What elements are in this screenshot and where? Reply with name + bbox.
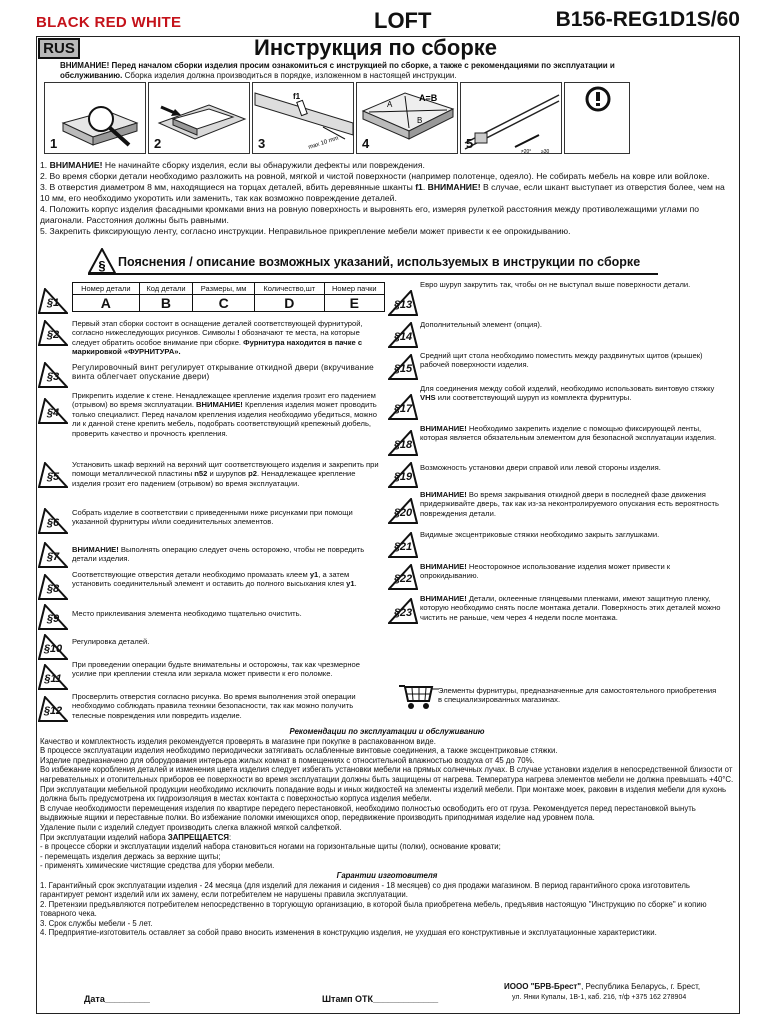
note-7 [72, 545, 386, 564]
symbol-17-label: §17 [393, 403, 413, 415]
symbol-11 [38, 664, 68, 690]
note-20-warn: ВНИМАНИЕ! [420, 490, 467, 499]
legend-letter-cell: C [193, 295, 255, 312]
symbol-7-label: §7 [46, 551, 60, 563]
note-10: Регулировка деталей. [72, 637, 150, 646]
symbol-12 [38, 696, 68, 722]
note-15: Средний щит стола необходимо поместить между раздвинутых щитов (крышек) рабочей поверхности изделия. [420, 351, 703, 370]
manufacturer-address: ул. Янки Купалы, 1В-1, каб. 216, т/ф +375 162 278904 [512, 994, 687, 1001]
symbol-22-label: §22 [393, 573, 413, 585]
symbol-2-label: §2 [46, 329, 60, 341]
note-5-text-a: Установить шкаф верхний на верхний щит соответствующего изделия и закрепить при помощи металлической пластины [72, 460, 379, 479]
intro-warn-label: ВНИМАНИЕ! [60, 61, 110, 70]
care-paragraph: При эксплуатации мебельной продукции необходимо исключить попадание воды и иных жидкостей на элементы изделий мебели. При монтаже моек, раковин в изделия мебели для кухонь должна быть предусмотрена их гидроизоляция в местах контакта с поверхностью корпуса изделия мебели. [40, 784, 727, 804]
intro-line1: Перед началом сборки изделия просим ознакомиться с инструкцией по сборке, а также с рекомендациями по эксплуатации и [109, 61, 615, 70]
note-2-text-a: Первый этап сборки состоит в оснащение деталей соответствующей фурнитурой, согласно нижеследующих рисунков. Символы [72, 319, 363, 338]
note-4-text-a: Прикрепить изделие к стене. Ненадлежащее крепление изделия грозит его падением (отрывом) во время эксплуатации. [72, 391, 376, 410]
care-and-warranty [40, 727, 734, 938]
symbol-10 [38, 634, 68, 660]
note-5-n52: n52 [194, 469, 208, 479]
step-2-panel [148, 82, 250, 154]
rule-2: 2. Во время сборки детали необходимо разложить на ровной, мягкой и чистой поверхности (например полотенце, одеяло). Не собирать мебель на ковре или войлоке. [40, 171, 710, 181]
warning-sign-panel [564, 82, 630, 154]
note-18-warn: ВНИМАНИЕ! [420, 424, 467, 433]
diag-b-label: B [417, 116, 423, 125]
care-list-item: - в процессе сборки и эксплуатации изделий набора становиться ногами на горизонтальные щиты (полки), основание кровати; [40, 842, 501, 852]
legend-letter-cell: D [255, 295, 325, 312]
brand-logo: BLACK RED WHITE [36, 14, 182, 31]
step-5-panel [460, 82, 562, 154]
symbol-23 [388, 598, 418, 624]
paragraph-sign-icon [88, 248, 116, 274]
symbol-13 [388, 290, 418, 316]
note-5-p2: p2 [248, 469, 257, 479]
note-4-text-b: Крепления изделия может проводить только специалист. Перед началом крепления изделия необходимо убедиться, можно ли к данной стене крепить мебель, подобрать соответствующий крепежный дюбель, проверить качество и прочность крепления. [72, 400, 377, 438]
explanations-divider [88, 273, 658, 275]
note-17-vhs: VHS [420, 393, 436, 403]
legend-header-cell: Код детали [139, 283, 193, 295]
care-prohibited-word: ЗАПРЕЩАЕТСЯ [167, 832, 230, 842]
symbol-18-label: §18 [393, 439, 413, 451]
rule-3-text-b: В случае, если шкант выступает из отверстия более, чем на 10 мм, его необходимо укоротить или заменить, так как возможно повреждение деталей. [40, 182, 725, 203]
symbol-6-label: §6 [46, 517, 60, 529]
step-4-panel [356, 82, 458, 154]
care-paragraph: В случае необходимости перемещения изделия по квартире передего перестановкой, необходимо полностью освободить его от груза. Рекомендуется перед перестановкой вынуть выдвижные ящики и переставные полки. Во избежание поломки имеющихся опор, передвижение производить приподнимая изделие над уровнем пола. [40, 803, 696, 823]
note-23 [420, 594, 730, 622]
qc-stamp-field: Штамп ОТК_____________ [322, 994, 439, 1004]
symbol-18 [388, 430, 418, 456]
symbol-21-label: §21 [393, 541, 413, 553]
note-2-text-c: Фурнитура находится в пачке с маркировкой «ФУРНИТУРА». [72, 337, 363, 357]
note-5-text-c: . Ненадлежащее крепление изделия грозит его падением (отрывом) во время эксплуатации. [72, 469, 356, 488]
symbol-12-label: §12 [43, 705, 63, 717]
exclamation-icon [565, 83, 631, 155]
step-3-number: 3 [258, 136, 266, 151]
symbol-6 [38, 508, 68, 534]
parts-legend-table [72, 282, 385, 312]
symbol-5 [38, 462, 68, 488]
rule-3 [40, 182, 732, 204]
manufacturer-name: ИООО "БРВ-Брест" [504, 982, 582, 991]
note-4-warn: ВНИМАНИЕ! [196, 400, 243, 410]
care-prohibited-colon: : [229, 832, 232, 842]
warranty-item: 4. Предприятие-изготовитель оставляет за собой право вносить изменения в конструкцию изделия, не ухудшая его конструктивные и эксплуатационные характеристики. [40, 928, 657, 938]
warranty-item: 1. Гарантийный срок эксплуатации изделия - 24 месяца (для изделий для лежания и сидения - 18 месяцев) со дня продажи магазином. В период гарантийного срока изготовитель гарантирует ремонт изделий или их замену, если потребителем не нарушены правила эксплуатации. [40, 880, 690, 900]
symbol-11-label: §11 [44, 673, 62, 685]
note-8-y1-b: у1 [346, 579, 355, 589]
note-8-text-a: Соответствующие отверстия детали необходимо промазать клеем [72, 570, 310, 579]
symbol-17 [388, 394, 418, 420]
note-23-warn: ВНИМАНИЕ! [420, 594, 467, 603]
step-1-number: 1 [50, 136, 58, 151]
legend-header-cell: Количество,шт [255, 283, 325, 295]
explanations-title: Пояснения / описание возможных указаний, используемых в инструкции по сборке [118, 255, 641, 269]
legend-header-cell: Номер пачки [324, 283, 384, 295]
step-5-number: 5 [466, 136, 474, 151]
care-paragraph: Удаление пыли с изделий следует производить слегка влажной мягкой салфеткой. [40, 822, 342, 832]
assembly-steps-strip [44, 82, 732, 154]
symbol-9 [38, 604, 68, 630]
manufacturer-country: , Республика Беларусь, г. Брест, [581, 982, 701, 991]
symbol-15-label: §15 [393, 363, 413, 375]
paragraph-glyph: § [98, 258, 106, 273]
note-23-text: Детали, оклеенные глянцевыми пленками, имеют защитную пленку, которую необходимо снять после монтажа детали. Поверхность этих деталей можно чистить не раньше, чем через 4 недели после монтажа. [420, 594, 721, 622]
symbol-10-label: §10 [43, 643, 63, 655]
warranty-title: Гарантии изготовителя [336, 870, 438, 880]
care-list-item: - перемещать изделия держась за верхние щиты; [40, 851, 221, 861]
diagonal-measure-illustration [357, 83, 459, 155]
intro-warning [60, 61, 700, 81]
model-code: B156-REG1D1S/60 [555, 8, 740, 31]
fixing-tape-illustration [461, 83, 563, 155]
legend-letter-cell: B [139, 295, 193, 312]
note-2-icon: ! [237, 328, 240, 338]
symbol-19 [388, 462, 418, 488]
note-17-text-b: или соответствующий шуруп из комплекта фурнитуры. [435, 393, 632, 403]
symbol-2 [38, 320, 68, 346]
care-paragraph: Во избежание коробления деталей и изменения цвета изделия следует избегать установки мебели на прямых солнечных лучах. В случае установки изделия в непосредственной близости от нагревательных и отопительных приборов ее поверхности во время эксплуатации должны быть защищены от нагрева. Температура нагрева элементов мебели не должна превышать +40°С. [40, 765, 734, 784]
legend-letter-cell: A [73, 295, 140, 312]
document-header [36, 8, 740, 36]
care-title: Рекомендации по эксплуатации и обслуживанию [289, 727, 485, 736]
note-2 [72, 319, 388, 357]
care-prohibited-text: При эксплуатации изделий набора [40, 832, 168, 842]
note-5-text-b: и шурупов [207, 469, 249, 479]
warranty-item: 2. Претензии предъявляются потребителем непосредственно в торгующую организацию, в которой была приобретена мебель, предъявив настоящую "Инструкцию по сборке" и копию товарного чека. [40, 899, 707, 919]
symbol-1 [38, 288, 68, 314]
note-5 [72, 460, 386, 488]
note-8-text-b: , а затем установить соединительный элемент и оставить до полного высыхания клея [72, 570, 350, 589]
symbol-1-label: §1 [46, 297, 60, 309]
note-11: При проведении операции будьте внимательны и осторожны, так как чрезмерное усилие при креплении стекла или зеркала может привести к его поломке. [72, 660, 361, 679]
intro-line2b: Сборка изделия должна производиться в порядке, изложенном в настоящей инструкции. [122, 71, 457, 80]
rule-5: 5. Закрепить фиксирующую ленту, согласно инструкции. Неправильное прикрепление мебели может привести к ее опрокидыванию. [40, 226, 571, 236]
language-badge: RUS [38, 38, 80, 59]
legend-letter-cell: E [324, 295, 384, 312]
depth-label: ≥30 [541, 149, 550, 155]
step-3-panel [252, 82, 354, 154]
note-7-warn: ВНИМАНИЕ! [72, 545, 119, 554]
note-17 [420, 384, 730, 403]
symbol-23-label: §23 [393, 607, 413, 619]
shopping-cart-icon [398, 683, 434, 711]
rule-1-text: Не начинайте сборку изделия, если вы обнаружили дефекты или повреждения. [102, 160, 425, 170]
note-18 [420, 424, 730, 443]
legend-letter-row [73, 295, 385, 312]
symbol-14 [388, 322, 418, 348]
angle-label: ≠20° [521, 149, 532, 155]
care-paragraph: В процессе эксплуатации изделия необходимо периодически затягивать ослабленные винтовые соединения, а также эксцентриковые стяжки. [40, 746, 558, 756]
symbol-20-label: §20 [393, 507, 413, 519]
rule-3-text-a: 3. В отверстия диаметром 8 мм, находящиеся на торцах деталей, вбить деревянные шканты [40, 182, 416, 192]
note-7-text: Выполнять операцию следует очень осторожно, чтобы не повредить детали изделия. [72, 545, 365, 564]
symbol-15 [388, 354, 418, 380]
diag-a-label: A [387, 100, 393, 109]
inspect-parts-illustration [45, 83, 147, 155]
intro-line2: обслуживанию. [60, 71, 123, 80]
note-6: Собрать изделие в соответствии с приведенными ниже рисунками при помощи указанной фурнитуры и/или соединительных элементов. [72, 508, 353, 527]
care-list-item: - применять химические чистящие средства для уборки мебели. [40, 861, 275, 871]
note-9: Место приклеивания элемента необходимо тщательно очистить. [72, 609, 302, 618]
a-equals-b-label: A=B [419, 93, 438, 103]
rule-4: 4. Положить корпус изделия фасадными кромками вниз на ровную поверхность и выровнять его, измеряя рулеткой расстояния между противолежащими углами по диагонали. Расстояния должны быть равными. [40, 204, 700, 225]
note-2-text-b: обозначают те места, на которые следует обратить особое внимание при сборке. [72, 328, 360, 347]
note-19: Возможность установки двери справой или левой стороны изделия. [420, 463, 661, 472]
symbol-5-label: §5 [46, 471, 60, 483]
note-13: Евро шуруп закрутить так, чтобы он не выступал выше поверхности детали. [420, 280, 691, 289]
max-length-label: max 10 mm [307, 135, 340, 151]
rule-1-num: 1. [40, 160, 50, 170]
legend-header-cell: Размеры, мм [193, 283, 255, 295]
step-2-number: 2 [154, 136, 162, 151]
note-8-y1-a: у1 [309, 570, 319, 579]
symbol-20 [388, 498, 418, 524]
care-paragraph: Качество и комплектность изделия рекомендуется проверять в магазине при покупке в распакованном виде. [40, 736, 436, 746]
rule-1-warn: ВНИМАНИЕ! [49, 160, 103, 170]
symbol-22 [388, 564, 418, 590]
soft-surface-illustration [149, 83, 251, 155]
note-12: Просверлить отверстия согласно рисунка. Во время выполнения этой операции необходимо соблюдать правила техники безопасности, так как можно получить телесные повреждения или повредить изделие. [72, 692, 356, 720]
note-22-text: Неосторожное использование изделия может привести к опрокидыванию. [420, 562, 671, 581]
note-20 [420, 490, 730, 518]
symbol-8-label: §8 [46, 583, 60, 595]
care-prohibited [40, 833, 734, 843]
note-3: Регулировочный винт регулирует открывание откидной двери (вкручивание винта облегчает опускание двери) [72, 363, 374, 382]
note-17-text-a: Для соединения между собой изделий, необходимо использовать винтовую стяжку [420, 384, 715, 393]
rule-3-warn: ВНИМАНИЕ! [427, 182, 481, 192]
note-4 [72, 391, 386, 438]
step-4-number: 4 [362, 136, 370, 151]
symbol-9-label: §9 [46, 613, 60, 625]
symbol-7 [38, 542, 68, 568]
symbol-8 [38, 574, 68, 600]
symbol-4 [38, 398, 68, 424]
general-rules [40, 160, 732, 237]
symbol-3-label: §3 [46, 371, 60, 383]
manufacturer [504, 982, 700, 991]
symbol-13-label: §13 [393, 299, 413, 311]
note-8-text-c: . [354, 579, 357, 589]
note-8 [72, 570, 386, 589]
page-title: Инструкция по сборке [254, 35, 497, 60]
note-cart: Элементы фурнитуры, предназначенные для самостоятельного приобретения в специализированных магазинах. [438, 686, 717, 705]
legend-header-cell: Номер детали [73, 283, 140, 295]
rule-1 [40, 160, 732, 171]
symbol-3 [38, 362, 68, 388]
legend-header-row [73, 283, 385, 295]
rule-3-dot: . [422, 182, 428, 192]
f1-label: f1 [293, 92, 301, 101]
care-paragraph: Изделие предназначено для оборудования интерьера жилых комнат в помещениях с относительной влажностью воздуха от 45 до 70%. [40, 755, 535, 765]
symbol-14-label: §14 [393, 331, 413, 343]
explanations-header [88, 248, 688, 276]
dowel-illustration [253, 83, 355, 155]
note-22-warn: ВНИМАНИЕ! [420, 562, 467, 571]
warranty-item: 3. Срок службы мебели - 5 лет. [40, 918, 153, 928]
series-name: LOFT [374, 8, 432, 33]
symbol-4-label: §4 [46, 407, 60, 419]
date-field: Дата_________ [84, 994, 150, 1004]
symbol-19-label: §19 [393, 471, 413, 483]
note-18-text: Необходимо закрепить изделие с помощью фиксирующей ленты, которая является обязательным элементом для безопасной эксплуатации изделия. [420, 424, 717, 443]
rule-3-f1: f1 [415, 182, 423, 192]
note-14: Дополнительный элемент (опция). [420, 320, 543, 329]
note-20-text: Во время закрывания откидной двери в последней фазе движения придерживайте дверь, так как из-за неконтролируемого опускания есть вероятность повреждения детали. [420, 490, 719, 518]
note-21: Видимые эксцентриковые стяжки необходимо закрыть заглушками. [420, 530, 660, 539]
step-1-panel [44, 82, 146, 154]
note-22 [420, 562, 710, 581]
symbol-21 [388, 532, 418, 558]
